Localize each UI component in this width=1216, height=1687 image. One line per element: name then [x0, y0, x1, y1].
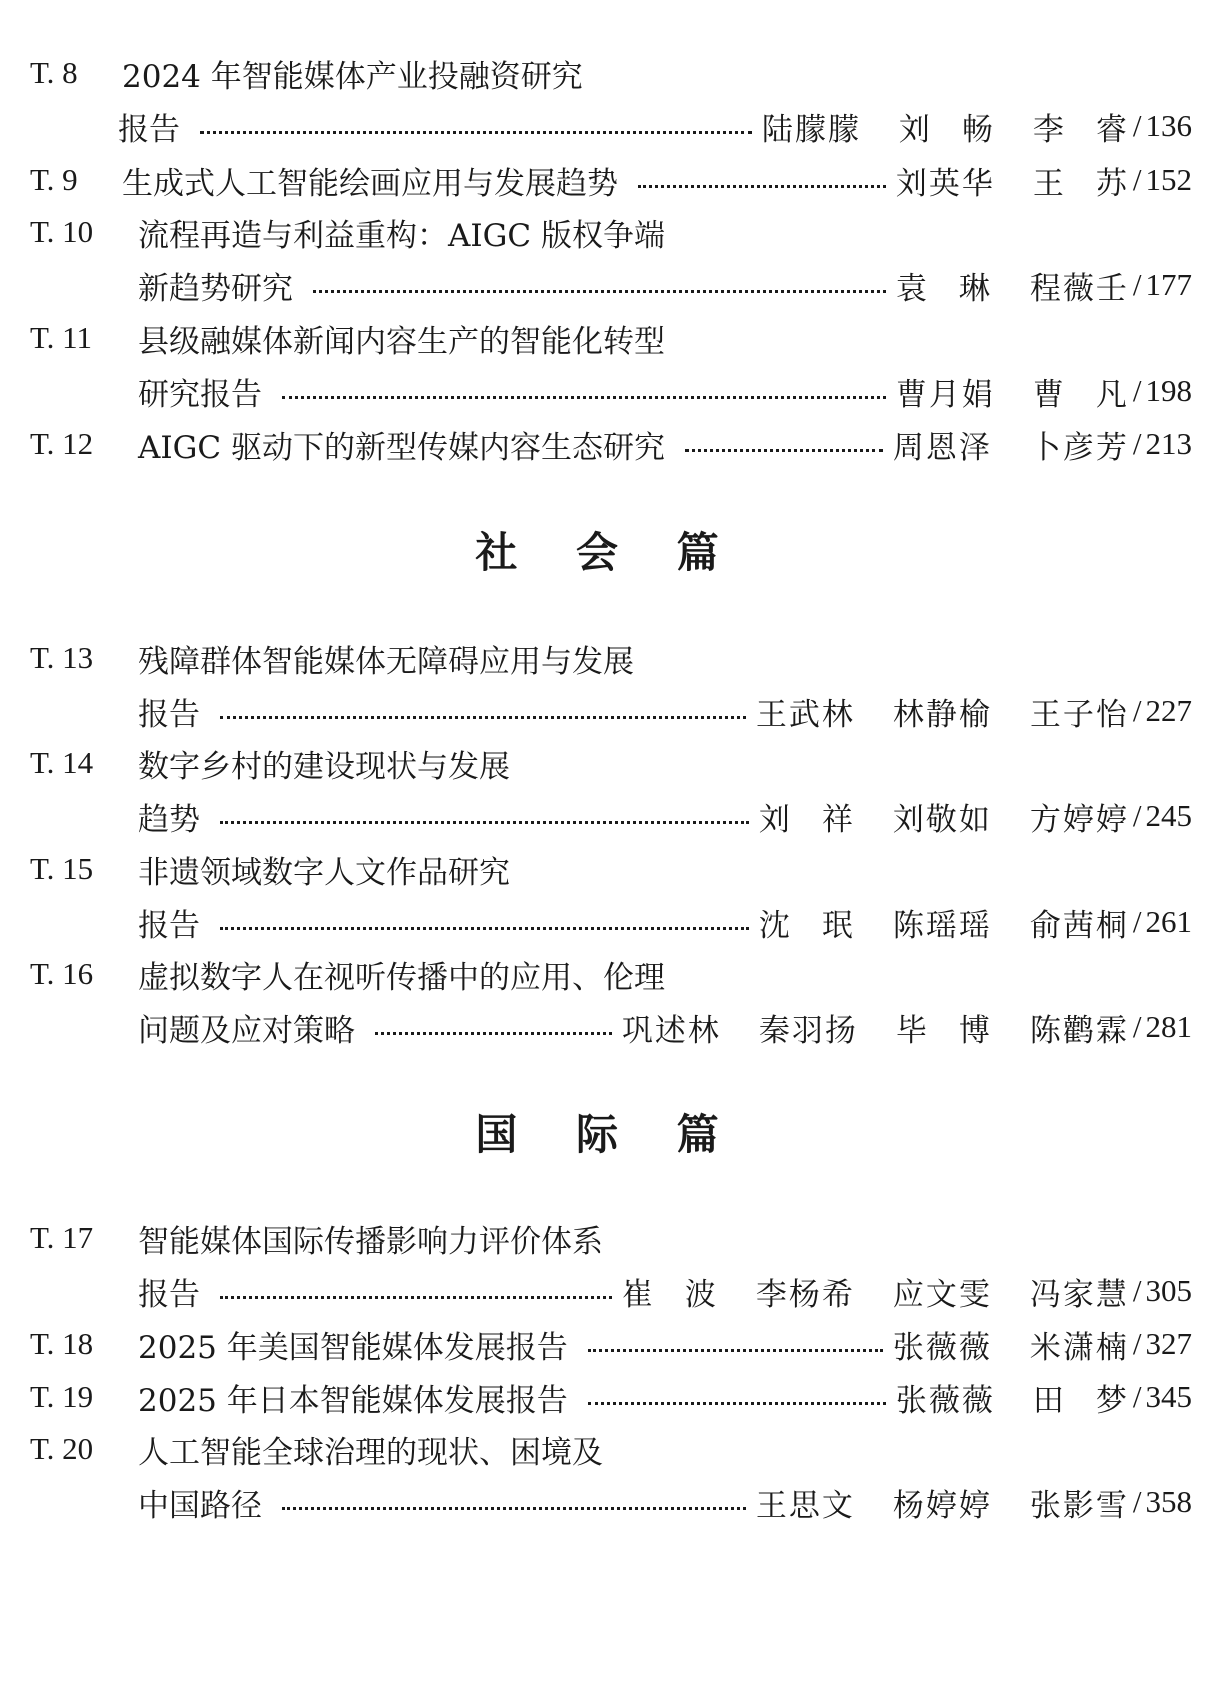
- page-separator: /: [1132, 373, 1142, 408]
- dot-leader: [200, 131, 752, 134]
- author-name: 曹 凡: [1032, 376, 1129, 413]
- toc-entry[interactable]: [0, 735, 1216, 791]
- author-name: 毕 博: [895, 1012, 992, 1049]
- entry-number: T. 15: [30, 851, 94, 886]
- author-name: 王 苏: [1032, 165, 1129, 202]
- toc-entry[interactable]: [0, 630, 1216, 686]
- page-number: 305: [1145, 1273, 1192, 1308]
- author-name: 应文雯: [892, 1276, 992, 1313]
- dot-leader: [313, 290, 886, 293]
- page-number: 227: [1145, 693, 1192, 728]
- entry-title-continued: 报告: [138, 907, 200, 944]
- entry-number: T. 20: [30, 1431, 94, 1466]
- author-list: [756, 689, 1129, 734]
- page-separator: /: [1132, 1379, 1142, 1414]
- entry-title: 智能媒体国际传播影响力评价体系: [138, 1223, 603, 1260]
- entry-title-continued: 报告: [118, 111, 180, 148]
- page-separator: /: [1132, 1484, 1142, 1519]
- entry-meta: [210, 1269, 1192, 1314]
- dot-leader: [220, 1296, 612, 1299]
- page-number: 261: [1145, 904, 1192, 939]
- author-list: [756, 1480, 1129, 1525]
- author-name: 张薇薇: [892, 1329, 992, 1366]
- toc-entry-continuation[interactable]: [0, 1474, 1216, 1530]
- dot-leader: [220, 821, 749, 824]
- dot-leader: [588, 1402, 886, 1405]
- page-separator: /: [1132, 162, 1142, 197]
- author-name: 俞茜桐: [1029, 907, 1129, 944]
- author-name: 冯家慧: [1029, 1276, 1129, 1313]
- toc-entry-continuation[interactable]: [0, 363, 1216, 419]
- entry-title-continued: 趋势: [138, 801, 200, 838]
- author-name: 陈瑶瑶: [892, 907, 992, 944]
- entry-number: T. 11: [30, 320, 92, 355]
- dot-leader: [638, 185, 886, 188]
- entry-title: 非遗领域数字人文作品研究: [138, 854, 510, 891]
- dot-leader: [685, 449, 883, 452]
- entry-meta: [578, 1375, 1192, 1420]
- author-name: 陈鹳霖: [1029, 1012, 1129, 1049]
- author-name: 袁 琳: [895, 270, 992, 307]
- author-name: 刘英华: [895, 165, 995, 202]
- author-list: [762, 104, 1129, 149]
- author-list: [896, 263, 1129, 308]
- author-list: [896, 1375, 1129, 1420]
- author-name: 刘 畅: [898, 111, 995, 148]
- entry-title: 残障群体智能媒体无障碍应用与发展: [138, 643, 634, 680]
- page-number: 213: [1145, 426, 1192, 461]
- page-separator: /: [1132, 267, 1142, 302]
- page-separator: /: [1132, 1273, 1142, 1308]
- section-heading: 社 会 篇: [475, 528, 741, 577]
- author-list: [893, 1322, 1129, 1367]
- toc-entry-continuation[interactable]: [0, 98, 1216, 154]
- page-number: 245: [1145, 798, 1192, 833]
- author-name: 张薇薇: [895, 1382, 995, 1419]
- toc-entry[interactable]: [0, 1421, 1216, 1477]
- author-list: [896, 158, 1129, 203]
- entry-meta: [303, 263, 1192, 308]
- author-list: [896, 369, 1129, 414]
- author-list: [893, 422, 1129, 467]
- author-name: 米潇楠: [1029, 1329, 1129, 1366]
- entry-title-continued: 报告: [138, 1276, 200, 1313]
- dot-leader: [220, 927, 749, 930]
- page-number: 177: [1145, 267, 1192, 302]
- page-number: 136: [1145, 108, 1192, 143]
- toc-entry[interactable]: [0, 310, 1216, 366]
- author-name: 李 睿: [1032, 111, 1129, 148]
- author-name: 田 梦: [1032, 1382, 1129, 1419]
- entry-title-continued: 研究报告: [138, 376, 262, 413]
- page-separator: /: [1132, 693, 1142, 728]
- toc-entry[interactable]: [0, 1369, 1216, 1425]
- entry-title: 流程再造与利益重构：AIGC 版权争端: [138, 217, 665, 254]
- entry-meta: [210, 689, 1192, 734]
- entry-title: 2025 年日本智能媒体发展报告: [138, 1382, 568, 1419]
- entry-number: T. 10: [30, 214, 94, 249]
- entry-title-continued: 新趋势研究: [138, 270, 293, 307]
- author-name: 王思文: [755, 1487, 855, 1524]
- toc-entry-continuation[interactable]: [0, 1263, 1216, 1319]
- section-heading: 国 际 篇: [475, 1110, 741, 1159]
- entry-title: 虚拟数字人在视听传播中的应用、伦理: [138, 959, 665, 996]
- toc-entry-continuation[interactable]: [0, 257, 1216, 313]
- entry-meta: [628, 158, 1192, 203]
- author-name: 沈 珉: [758, 907, 855, 944]
- toc-entry-continuation[interactable]: [0, 999, 1216, 1055]
- toc-entry[interactable]: [0, 1210, 1216, 1266]
- entry-number: T. 14: [30, 745, 94, 780]
- dot-leader: [588, 1349, 883, 1352]
- entry-title: 2024 年智能媒体产业投融资研究: [122, 58, 583, 95]
- entry-title: 生成式人工智能绘画应用与发展趋势: [122, 165, 618, 202]
- page-number: 358: [1145, 1484, 1192, 1519]
- author-name: 程薇壬: [1029, 270, 1129, 307]
- author-name: 周恩泽: [892, 429, 992, 466]
- author-name: 崔 波: [621, 1276, 718, 1313]
- page-separator: /: [1132, 108, 1142, 143]
- author-name: 林静榆: [892, 696, 992, 733]
- page-number: 281: [1145, 1009, 1192, 1044]
- page-number: 345: [1145, 1379, 1192, 1414]
- toc-entry-continuation[interactable]: [0, 894, 1216, 950]
- entry-meta: [190, 104, 1192, 149]
- entry-number: T. 8: [30, 55, 78, 90]
- author-name: 王武林: [755, 696, 855, 733]
- entry-meta: [272, 369, 1192, 414]
- entry-title-continued: 中国路径: [138, 1487, 262, 1524]
- author-name: 刘敬如: [892, 801, 992, 838]
- page-separator: /: [1132, 798, 1142, 833]
- toc-entry[interactable]: [0, 45, 1216, 101]
- page-separator: /: [1132, 904, 1142, 939]
- toc-entry-continuation[interactable]: [0, 788, 1216, 844]
- dot-leader: [220, 716, 746, 719]
- entry-number: T. 19: [30, 1379, 94, 1414]
- entry-title-continued: 问题及应对策略: [138, 1012, 355, 1049]
- page-number: 327: [1145, 1326, 1192, 1361]
- author-name: 李杨希: [755, 1276, 855, 1313]
- entry-title: 数字乡村的建设现状与发展: [138, 748, 510, 785]
- author-name: 曹月娟: [895, 376, 995, 413]
- toc-entry[interactable]: [0, 152, 1216, 208]
- page-separator: /: [1132, 1009, 1142, 1044]
- entry-meta: [272, 1480, 1192, 1525]
- author-name: 张影雪: [1029, 1487, 1129, 1524]
- page-separator: /: [1132, 1326, 1142, 1361]
- toc-entry[interactable]: [0, 946, 1216, 1002]
- page-number: 198: [1145, 373, 1192, 408]
- entry-number: T. 16: [30, 956, 94, 991]
- author-name: 陆朦朦: [761, 111, 861, 148]
- entry-title: 人工智能全球治理的现状、困境及: [138, 1434, 603, 1471]
- entry-title: 县级融媒体新闻内容生产的智能化转型: [138, 323, 665, 360]
- entry-meta: [365, 1005, 1192, 1050]
- author-list: [759, 900, 1129, 945]
- dot-leader: [282, 396, 886, 399]
- author-name: 卜彦芳: [1029, 429, 1129, 466]
- entry-meta: [210, 900, 1192, 945]
- entry-number: T. 9: [30, 162, 78, 197]
- entry-title: AIGC 驱动下的新型传媒内容生态研究: [138, 429, 665, 466]
- entry-number: T. 12: [30, 426, 94, 461]
- author-name: 王子怡: [1029, 696, 1129, 733]
- author-list: [759, 794, 1129, 839]
- toc-entry[interactable]: [0, 1316, 1216, 1372]
- toc-entry[interactable]: [0, 841, 1216, 897]
- entry-meta: [578, 1322, 1192, 1367]
- entry-number: T. 17: [30, 1220, 94, 1255]
- author-name: 秦羽扬: [758, 1012, 858, 1049]
- dot-leader: [282, 1507, 746, 1510]
- entry-number: T. 13: [30, 640, 94, 675]
- toc-entry-continuation[interactable]: [0, 683, 1216, 739]
- author-name: 刘 祥: [758, 801, 855, 838]
- page-separator: /: [1132, 426, 1142, 461]
- author-list: [622, 1269, 1129, 1314]
- author-name: 方婷婷: [1029, 801, 1129, 838]
- entry-meta: [210, 794, 1192, 839]
- entry-title-continued: 报告: [138, 696, 200, 733]
- page-number: 152: [1145, 162, 1192, 197]
- author-list: [622, 1005, 1129, 1050]
- toc-entry[interactable]: [0, 416, 1216, 472]
- entry-title: 2025 年美国智能媒体发展报告: [138, 1329, 568, 1366]
- toc-entry[interactable]: [0, 204, 1216, 260]
- entry-number: T. 18: [30, 1326, 94, 1361]
- dot-leader: [375, 1032, 612, 1035]
- author-name: 杨婷婷: [892, 1487, 992, 1524]
- author-name: 巩述林: [621, 1012, 721, 1049]
- entry-meta: [675, 422, 1192, 467]
